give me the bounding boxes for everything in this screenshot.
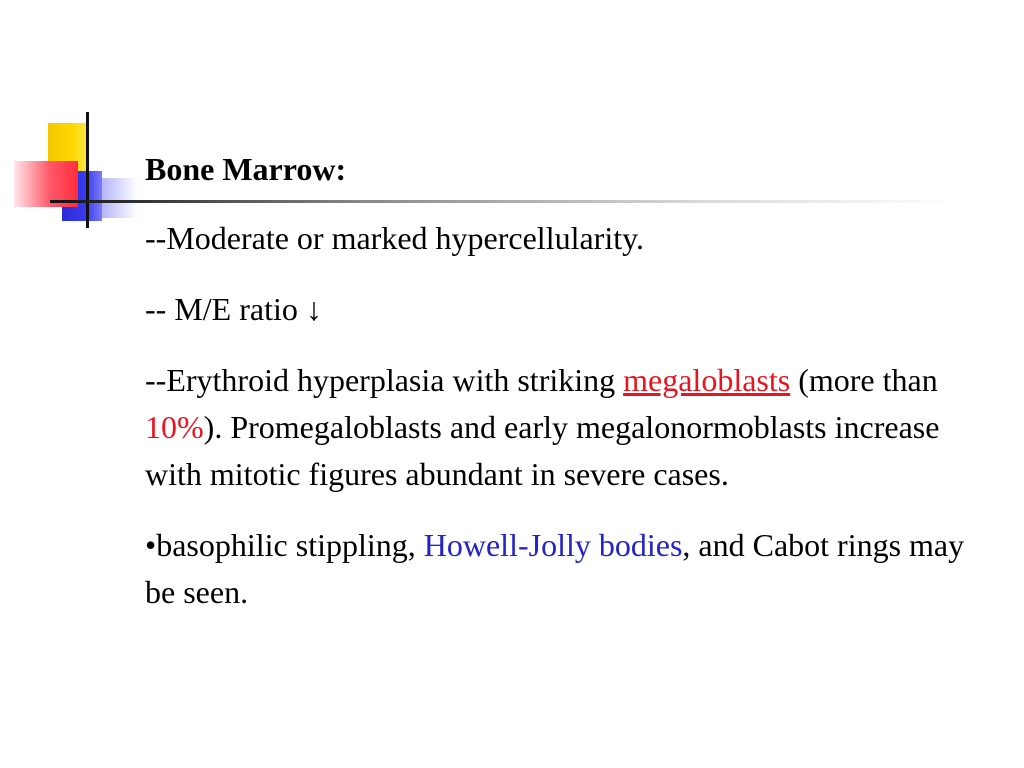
bullet-basophilic-stippling	[145, 522, 975, 616]
erythroid-text-prefix: --Erythroid hyperplasia with striking	[145, 362, 624, 398]
decor-vertical-line	[86, 112, 89, 228]
stippling-text-prefix: •basophilic stippling,	[145, 527, 424, 563]
megaloblasts-link[interactable]: megaloblasts	[623, 362, 791, 398]
erythroid-text-suffix: ). Promegaloblasts and early megalonormoblasts increase with mitotic figures abundant in severe cases.	[145, 409, 940, 492]
bullet-hypercellularity: --Moderate or marked hypercellularity.	[145, 220, 645, 256]
stippling-text-suffix: , and Cabot rings may be seen.	[145, 527, 965, 610]
bullet-erythroid-hyperplasia	[145, 357, 975, 498]
percent-highlight: 10%	[145, 409, 204, 445]
howell-jolly-highlight: Howell-Jolly bodies	[423, 527, 683, 563]
erythroid-text-middle: (more than	[790, 362, 938, 398]
bullet-me-ratio: -- M/E ratio ↓	[145, 291, 322, 327]
slide-content	[145, 146, 975, 640]
slide-heading: Bone Marrow:	[145, 151, 347, 187]
decor-blue-glow	[102, 178, 138, 218]
